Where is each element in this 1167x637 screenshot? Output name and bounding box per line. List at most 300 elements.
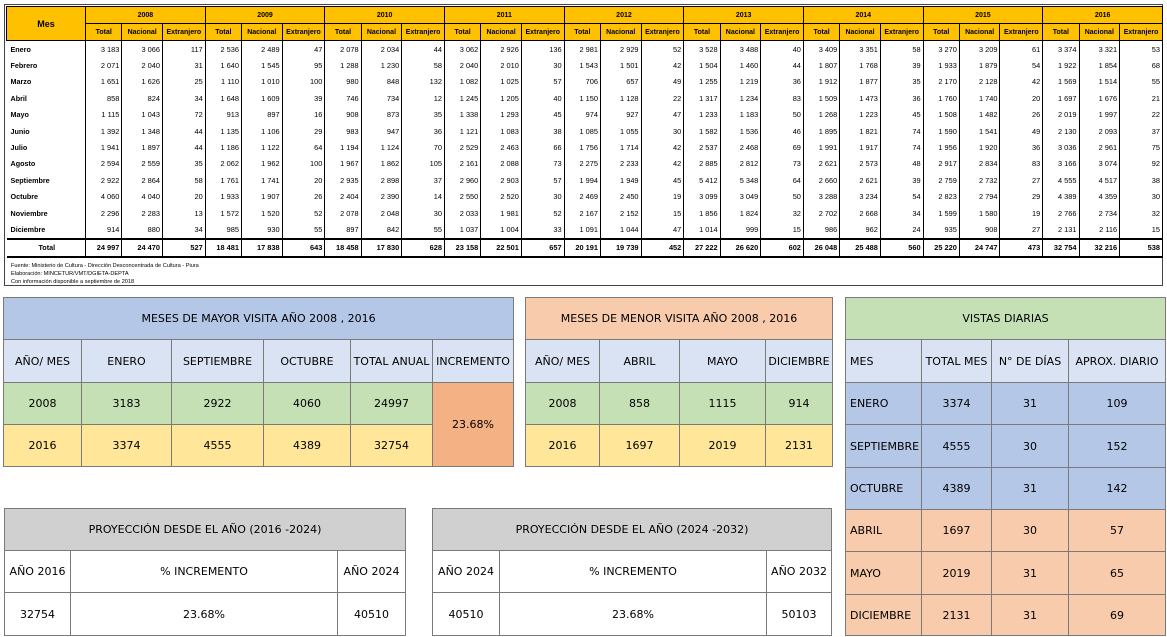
visit-cell: 1 949 [600, 172, 641, 188]
visit-cell: 105 [402, 156, 445, 172]
visit-cell: 1 917 [840, 139, 881, 155]
visit-cell: 1 010 [242, 74, 283, 90]
visit-cell: 1 640 [205, 57, 241, 73]
visit-cell: 2 926 [481, 41, 522, 58]
diarias-cell: 30 [992, 510, 1069, 552]
visit-cell: 2 961 [1079, 139, 1120, 155]
sub-header-total: Total [1043, 24, 1079, 41]
visit-cell: 24 470 [122, 239, 163, 257]
menor-cell: 1697 [600, 425, 680, 467]
sub-header-extranjero: Extranjero [761, 24, 804, 41]
visit-cell: 452 [641, 239, 684, 257]
visit-cell: 3 183 [86, 41, 122, 58]
visit-cell: 1 317 [684, 90, 720, 106]
sub-header-total: Total [923, 24, 959, 41]
visit-cell: 1 091 [564, 221, 600, 238]
year-header: 2014 [803, 7, 923, 24]
visit-cell: 48 [880, 156, 923, 172]
visit-cell: 2 170 [923, 74, 959, 90]
visit-cell: 29 [1000, 189, 1043, 205]
visit-cell: 1 768 [840, 57, 881, 73]
visit-cell: 974 [564, 107, 600, 123]
visit-cell: 25 [162, 74, 205, 90]
sub-header-extranjero: Extranjero [402, 24, 445, 41]
visit-cell: 61 [1000, 41, 1043, 58]
diarias-cell: 152 [1069, 425, 1166, 468]
visit-cell: 1 014 [684, 221, 720, 238]
visit-cell: 2 864 [122, 172, 163, 188]
visit-cell: 47 [282, 41, 325, 58]
visit-cell: 560 [880, 239, 923, 257]
month-row [7, 41, 1163, 58]
visit-cell: 44 [162, 123, 205, 139]
visit-cell: 1 504 [684, 57, 720, 73]
visit-cell: 1 223 [840, 107, 881, 123]
visit-cell: 4 060 [86, 189, 122, 205]
mes-header: Mes [7, 7, 86, 41]
visit-cell: 21 [1120, 90, 1163, 106]
visit-cell: 1 609 [242, 90, 283, 106]
table-notes [11, 262, 199, 286]
visit-cell: 30 [1120, 189, 1163, 205]
visit-cell: 1 219 [720, 74, 761, 90]
sub-header-nacional: Nacional [122, 24, 163, 41]
visit-cell: 1 920 [959, 139, 1000, 155]
visit-cell: 962 [840, 221, 881, 238]
visit-cell: 3 270 [923, 41, 959, 58]
monthly-visits-table [6, 6, 1163, 258]
visit-cell: 47 [641, 221, 684, 238]
visit-cell: 83 [761, 90, 804, 106]
proy2-header-incremento: % INCREMENTO [500, 551, 767, 593]
visit-cell: 2 732 [959, 172, 1000, 188]
mayor-row-2008 [4, 383, 514, 425]
menor-visita-table [525, 297, 833, 467]
visit-cell: 17 838 [242, 239, 283, 257]
visit-cell: 3 036 [1043, 139, 1079, 155]
visit-cell: 38 [521, 123, 564, 139]
visit-cell: 20 [1000, 90, 1043, 106]
visit-cell: 1 941 [86, 139, 122, 155]
visit-cell: 2 131 [1043, 221, 1079, 238]
visit-cell: 1 997 [1079, 107, 1120, 123]
visit-cell: 1 460 [720, 57, 761, 73]
visit-cell: 3 099 [684, 189, 720, 205]
visit-cell: 22 [1120, 107, 1163, 123]
visit-cell: 31 [162, 57, 205, 73]
visit-cell: 2 283 [122, 205, 163, 221]
diarias-row-enero [846, 383, 1166, 425]
visit-cell: 2 019 [1043, 107, 1079, 123]
visit-cell: 1 233 [684, 107, 720, 123]
visit-cell: 657 [600, 74, 641, 90]
visit-cell: 1 756 [564, 139, 600, 155]
menor-cell: 2016 [526, 425, 600, 467]
visit-cell: 24 747 [959, 239, 1000, 257]
visit-cell: 2 935 [325, 172, 361, 188]
mayor-incremento-value: 23.68% [433, 383, 514, 467]
month-label: Octubre [7, 189, 86, 205]
visit-cell: 2 450 [600, 189, 641, 205]
mayor-header-septiembre: SEPTIEMBRE [172, 340, 264, 383]
visit-cell: 1 962 [242, 156, 283, 172]
diarias-cell: MAYO [846, 552, 922, 595]
diarias-cell: 65 [1069, 552, 1166, 595]
month-row [7, 123, 1163, 139]
sub-header-total: Total [803, 24, 839, 41]
visit-cell: 2 766 [1043, 205, 1079, 221]
visit-cell: 23 158 [444, 239, 480, 257]
visit-cell: 26 620 [720, 239, 761, 257]
visit-cell: 36 [1000, 139, 1043, 155]
visit-cell: 1 912 [803, 74, 839, 90]
visit-cell: 1 150 [564, 90, 600, 106]
visit-cell: 1 509 [803, 90, 839, 106]
visit-cell: 18 458 [325, 239, 361, 257]
visit-cell: 2 960 [444, 172, 480, 188]
visit-cell: 897 [325, 221, 361, 238]
visit-cell: 72 [162, 107, 205, 123]
visit-cell: 36 [402, 123, 445, 139]
visit-cell: 75 [1120, 139, 1163, 155]
month-row [7, 172, 1163, 188]
note-availability: Con información disponible a septiembre de 2018 [11, 279, 135, 285]
diarias-header-dias: N° DE DÍAS [992, 340, 1069, 383]
mayor-cell: 4060 [264, 383, 351, 425]
diarias-cell: ABRIL [846, 510, 922, 552]
year-header: 2010 [325, 7, 445, 24]
visit-cell: 1 933 [205, 189, 241, 205]
month-row [7, 156, 1163, 172]
visit-cell: 35 [880, 74, 923, 90]
diarias-header-aprox-diario: APROX. DIARIO [1069, 340, 1166, 383]
sub-header-extranjero: Extranjero [641, 24, 684, 41]
visit-cell: 30 [402, 205, 445, 221]
visit-cell: 14 [402, 189, 445, 205]
diarias-cell: 31 [992, 383, 1069, 425]
visit-cell: 53 [1120, 41, 1163, 58]
visit-cell: 1 821 [840, 123, 881, 139]
visit-cell: 2 621 [803, 156, 839, 172]
visit-cell: 1 514 [1079, 74, 1120, 90]
visit-cell: 2 834 [959, 156, 1000, 172]
diarias-cell: DICIEMBRE [846, 595, 922, 636]
visit-cell: 30 [521, 57, 564, 73]
visit-cell: 1 183 [720, 107, 761, 123]
visit-cell: 20 191 [564, 239, 600, 257]
visit-cell: 16 [282, 107, 325, 123]
sub-header-total: Total [564, 24, 600, 41]
visit-cell: 49 [641, 74, 684, 90]
visit-cell: 1 991 [803, 139, 839, 155]
visit-cell: 2 152 [600, 205, 641, 221]
diarias-cell: 1697 [922, 510, 992, 552]
visit-cell: 985 [205, 221, 241, 238]
visit-cell: 132 [402, 74, 445, 90]
visit-cell: 1 854 [1079, 57, 1120, 73]
visit-cell: 24 [880, 221, 923, 238]
visit-cell: 12 [402, 90, 445, 106]
visit-cell: 1 582 [684, 123, 720, 139]
visit-cell: 1 895 [803, 123, 839, 139]
visit-cell: 1 124 [361, 139, 402, 155]
diarias-cell: 109 [1069, 383, 1166, 425]
visit-cell: 3 409 [803, 41, 839, 58]
visit-cell: 1 482 [959, 107, 1000, 123]
visit-cell: 2 167 [564, 205, 600, 221]
visit-cell: 1 536 [720, 123, 761, 139]
visit-cell: 45 [521, 107, 564, 123]
visit-cell: 24 997 [86, 239, 122, 257]
visit-cell: 19 739 [600, 239, 641, 257]
visit-cell: 2 529 [444, 139, 480, 155]
mayor-header-enero: ENERO [82, 340, 172, 383]
month-row [7, 90, 1163, 106]
diarias-row-diciembre [846, 595, 1166, 636]
visit-cell: 64 [282, 139, 325, 155]
visit-cell: 34 [162, 221, 205, 238]
mayor-cell: 3374 [82, 425, 172, 467]
menor-cell: 2131 [766, 425, 833, 467]
visit-cell: 95 [282, 57, 325, 73]
visit-cell: 1 897 [122, 139, 163, 155]
visit-cell: 38 [1120, 172, 1163, 188]
visit-cell: 100 [282, 74, 325, 90]
month-row [7, 221, 1163, 238]
month-label: Junio [7, 123, 86, 139]
diarias-cell: 30 [992, 425, 1069, 468]
month-label: Noviembre [7, 205, 86, 221]
visit-cell: 1 545 [242, 57, 283, 73]
visit-cell: 947 [361, 123, 402, 139]
visit-cell: 2 922 [86, 172, 122, 188]
visit-cell: 1 824 [720, 205, 761, 221]
visit-cell: 44 [761, 57, 804, 73]
visit-cell: 3 062 [444, 41, 480, 58]
visit-cell: 100 [282, 156, 325, 172]
visit-cell: 2 404 [325, 189, 361, 205]
diarias-header-mes: MES [846, 340, 922, 383]
visit-cell: 57 [521, 74, 564, 90]
visit-cell: 2 903 [481, 172, 522, 188]
visit-cell: 824 [122, 90, 163, 106]
diarias-row-septiembre [846, 425, 1166, 468]
visit-cell: 1 877 [840, 74, 881, 90]
visit-cell: 2 734 [1079, 205, 1120, 221]
visit-cell: 136 [521, 41, 564, 58]
visit-cell: 4 517 [1079, 172, 1120, 188]
visit-cell: 33 [521, 221, 564, 238]
visit-cell: 73 [761, 156, 804, 172]
visit-cell: 22 [641, 90, 684, 106]
visit-cell: 1 245 [444, 90, 480, 106]
visit-cell: 908 [959, 221, 1000, 238]
visit-cell: 1 348 [122, 123, 163, 139]
visit-cell: 42 [641, 156, 684, 172]
visit-cell: 2 520 [481, 189, 522, 205]
month-label: Total [7, 239, 86, 257]
visit-cell: 2 489 [242, 41, 283, 58]
diarias-cell: 4389 [922, 468, 992, 510]
visit-cell: 1 741 [242, 172, 283, 188]
year-header: 2009 [205, 7, 325, 24]
sub-header-nacional: Nacional [720, 24, 761, 41]
visit-cell: 3 321 [1079, 41, 1120, 58]
visit-cell: 34 [162, 90, 205, 106]
visit-cell: 1 714 [600, 139, 641, 155]
diarias-header-total-mes: TOTAL MES [922, 340, 992, 383]
visit-cell: 1 599 [923, 205, 959, 221]
visit-cell: 55 [402, 221, 445, 238]
visit-cell: 52 [282, 205, 325, 221]
diarias-row-abril [846, 510, 1166, 552]
visit-cell: 1 234 [720, 90, 761, 106]
visit-cell: 538 [1120, 239, 1163, 257]
visit-cell: 1 676 [1079, 90, 1120, 106]
month-label: Marzo [7, 74, 86, 90]
proy1-value-incremento: 23.68% [71, 593, 338, 636]
visit-cell: 73 [521, 156, 564, 172]
sub-header-nacional: Nacional [600, 24, 641, 41]
visit-cell: 1 205 [481, 90, 522, 106]
visit-cell: 42 [641, 57, 684, 73]
visit-cell: 1 338 [444, 107, 480, 123]
visit-cell: 2 898 [361, 172, 402, 188]
visit-cell: 66 [521, 139, 564, 155]
visit-cell: 18 481 [205, 239, 241, 257]
visit-cell: 1 580 [959, 205, 1000, 221]
visit-cell: 42 [641, 139, 684, 155]
month-row [7, 189, 1163, 205]
sub-header-extranjero: Extranjero [521, 24, 564, 41]
visit-cell: 527 [162, 239, 205, 257]
menor-cell: 2019 [680, 425, 766, 467]
visit-cell: 37 [402, 172, 445, 188]
visit-cell: 1 004 [481, 221, 522, 238]
visit-cell: 1 085 [564, 123, 600, 139]
visit-cell: 1 082 [444, 74, 480, 90]
diarias-cell: 69 [1069, 595, 1166, 636]
diarias-cell: 3374 [922, 383, 992, 425]
mayor-cell: 24997 [351, 383, 433, 425]
visit-cell: 873 [361, 107, 402, 123]
visit-cell: 1 922 [1043, 57, 1079, 73]
mayor-cell: 32754 [351, 425, 433, 467]
visit-cell: 2 823 [923, 189, 959, 205]
visit-cell: 52 [521, 205, 564, 221]
visit-cell: 54 [1000, 57, 1043, 73]
sub-header-nacional: Nacional [242, 24, 283, 41]
menor-row-2008 [526, 383, 833, 425]
visit-cell: 858 [86, 90, 122, 106]
visit-cell: 1 055 [600, 123, 641, 139]
visit-cell: 2 759 [923, 172, 959, 188]
visit-cell: 1 572 [205, 205, 241, 221]
visit-cell: 2 929 [600, 41, 641, 58]
proy1-header-anio-2016: AÑO 2016 [5, 551, 71, 593]
visit-cell: 74 [880, 139, 923, 155]
menor-cell: 2008 [526, 383, 600, 425]
visit-cell: 58 [402, 57, 445, 73]
visit-cell: 3 209 [959, 41, 1000, 58]
visit-cell: 55 [1120, 74, 1163, 90]
mayor-header-anio-mes: AÑO/ MES [4, 340, 82, 383]
visit-cell: 50 [761, 107, 804, 123]
mayor-cell: 4389 [264, 425, 351, 467]
visit-cell: 473 [1000, 239, 1043, 257]
visit-cell: 842 [361, 221, 402, 238]
visit-cell: 39 [880, 57, 923, 73]
visit-cell: 1 186 [205, 139, 241, 155]
visit-cell: 47 [641, 107, 684, 123]
visit-cell: 734 [361, 90, 402, 106]
year-header: 2012 [564, 7, 684, 24]
visit-cell: 20 [282, 172, 325, 188]
visit-cell: 58 [162, 172, 205, 188]
visit-cell: 25 220 [923, 239, 959, 257]
visit-cell: 880 [122, 221, 163, 238]
sub-header-extranjero: Extranjero [1000, 24, 1043, 41]
visit-cell: 4 040 [122, 189, 163, 205]
diarias-cell: 2019 [922, 552, 992, 595]
menor-title: MESES DE MENOR VISITA AÑO 2008 , 2016 [526, 298, 833, 340]
visit-cell: 927 [600, 107, 641, 123]
visit-cell: 1 648 [205, 90, 241, 106]
visit-cell: 44 [402, 41, 445, 58]
visit-cell: 2 621 [840, 172, 881, 188]
visit-cell: 706 [564, 74, 600, 90]
menor-header-diciembre: DICIEMBRE [766, 340, 833, 383]
visit-cell: 3 234 [840, 189, 881, 205]
visit-cell: 628 [402, 239, 445, 257]
visit-cell: 74 [880, 123, 923, 139]
visit-cell: 50 [761, 189, 804, 205]
visit-cell: 1 044 [600, 221, 641, 238]
diarias-title: VISTAS DIARIAS [846, 298, 1166, 340]
mayor-header-total-anual: TOTAL ANUAL [351, 340, 433, 383]
visit-cell: 2 536 [205, 41, 241, 58]
visit-cell: 1 520 [242, 205, 283, 221]
proy2-header-anio-2032: AÑO 2032 [767, 551, 832, 593]
month-label: Abril [7, 90, 86, 106]
menor-cell: 914 [766, 383, 833, 425]
visit-cell: 1 122 [242, 139, 283, 155]
mayor-visita-table [3, 297, 514, 467]
visit-cell: 3 288 [803, 189, 839, 205]
diarias-row-octubre [846, 468, 1166, 510]
visit-cell: 13 [162, 205, 205, 221]
visit-cell: 1 121 [444, 123, 480, 139]
visit-cell: 2 040 [444, 57, 480, 73]
visit-cell: 37 [1120, 123, 1163, 139]
diarias-cell: 31 [992, 552, 1069, 595]
visit-cell: 36 [880, 90, 923, 106]
visit-cell: 19 [1000, 205, 1043, 221]
visit-cell: 58 [880, 41, 923, 58]
month-label: Septiembre [7, 172, 86, 188]
visit-cell: 2 233 [600, 156, 641, 172]
visit-cell: 5 348 [720, 172, 761, 188]
visit-cell: 3 166 [1043, 156, 1079, 172]
visit-cell: 2 034 [361, 41, 402, 58]
visit-cell: 2 130 [1043, 123, 1079, 139]
visit-cell: 1 501 [600, 57, 641, 73]
visit-cell: 29 [282, 123, 325, 139]
visit-cell: 1 255 [684, 74, 720, 90]
visit-cell: 2 296 [86, 205, 122, 221]
menor-header-abril: ABRIL [600, 340, 680, 383]
visit-cell: 908 [325, 107, 361, 123]
